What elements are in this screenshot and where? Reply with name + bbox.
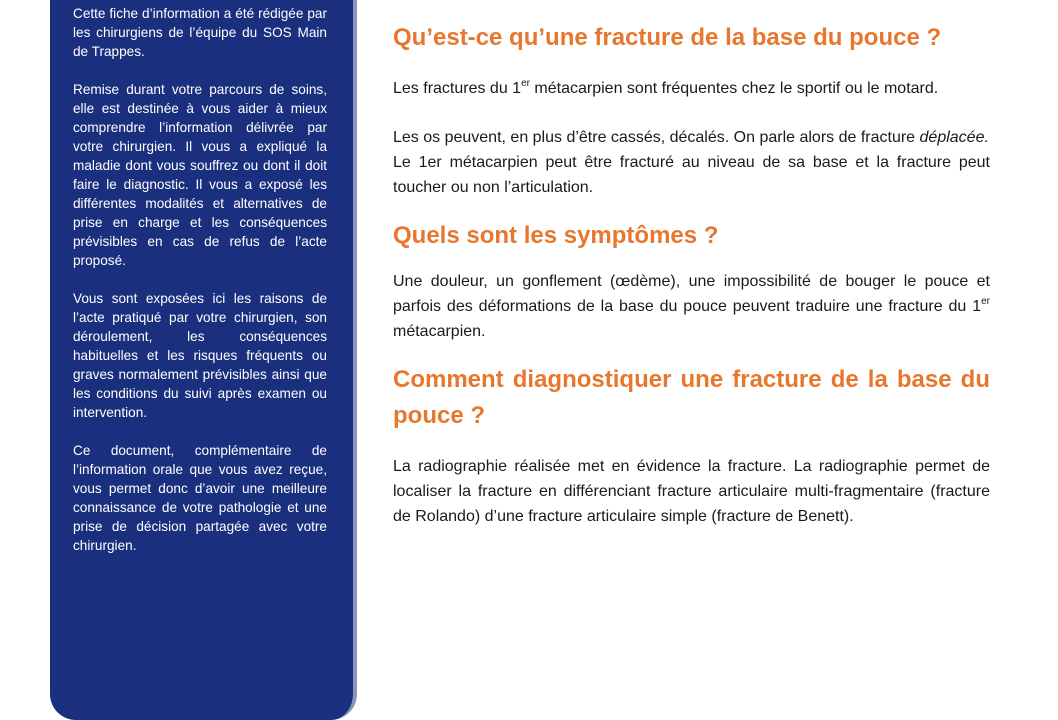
section-heading-symptoms: Quels sont les symptômes ? (393, 222, 719, 249)
section-heading-diagnosis: Comment diagnostiquer une fracture de la base du pouce ? (393, 366, 990, 429)
sidebar-paragraph-reasons: Vous sont exposées ici les raisons de l’acte pratiqué par votre chirurgien, son déroulement, les conséquences habituelles et les risques fréquents ou graves normalement prévisibles ainsi que les conditions du suivi après examen ou intervention. (73, 291, 327, 420)
text-segment: Les fractures du 1 (393, 80, 522, 97)
sidebar-paragraph-intro: Cette fiche d’information a été rédigée par les chirurgiens de l’équipe du SOS Main de Trappes. (73, 6, 327, 59)
sidebar-paragraph-complement: Ce document, complémentaire de l’information orale que vous avez reçue, vous permet donc d’avoir une meilleure connaissance de votre pathologie et une prise de décision partagée avec votre chirurgien. (73, 443, 327, 553)
text-segment: métacarpien sont fréquentes chez le sportif ou le motard. (529, 80, 939, 97)
paragraph-symptoms (393, 269, 990, 344)
superscript: er (521, 77, 530, 89)
text-segment: Une douleur, un gonflement (œdème), une impossibilité de bouger le pouce et parfois des déformations de la base du pouce peuvent traduire une fracture du 1 (393, 273, 990, 315)
text-segment: métacarpien. (393, 323, 486, 340)
paragraph-displaced (393, 125, 990, 150)
text-segment: Les os peuvent, en plus d’être cassés, décalés. On parle alors de fracture (393, 129, 920, 146)
main-content (393, 20, 990, 529)
sidebar-text (73, 4, 327, 574)
section-heading-definition: Qu’est-ce qu’une fracture de la base du pouce ? (393, 24, 942, 51)
superscript: er (981, 295, 990, 307)
paragraph-base-fracture: Le 1er métacarpien peut être fracturé au niveau de sa base et la fracture peut toucher ou non l’articulation. (393, 154, 990, 196)
italic-term: déplacée. (919, 129, 989, 146)
paragraph-frequency (393, 76, 990, 101)
sidebar-paragraph-purpose: Remise durant votre parcours de soins, elle est destinée à vous aider à mieux comprendre l’information délivrée par votre chirurgien. Il vous a expliqué la maladie dont vous souffrez ou dont il doit faire le diagnostic. Il vous a exposé les différentes modalités et alternatives de prise en charge et les conséquences prévisibles en cas de refus de l’acte proposé. (73, 82, 327, 268)
paragraph-diagnosis: La radiographie réalisée met en évidence la fracture. La radiographie permet de localiser la fracture en différenciant fracture articulaire multi-fragmentaire (fracture de Rolando) d’une fracture articulaire simple (fracture de Benett). (393, 458, 990, 525)
